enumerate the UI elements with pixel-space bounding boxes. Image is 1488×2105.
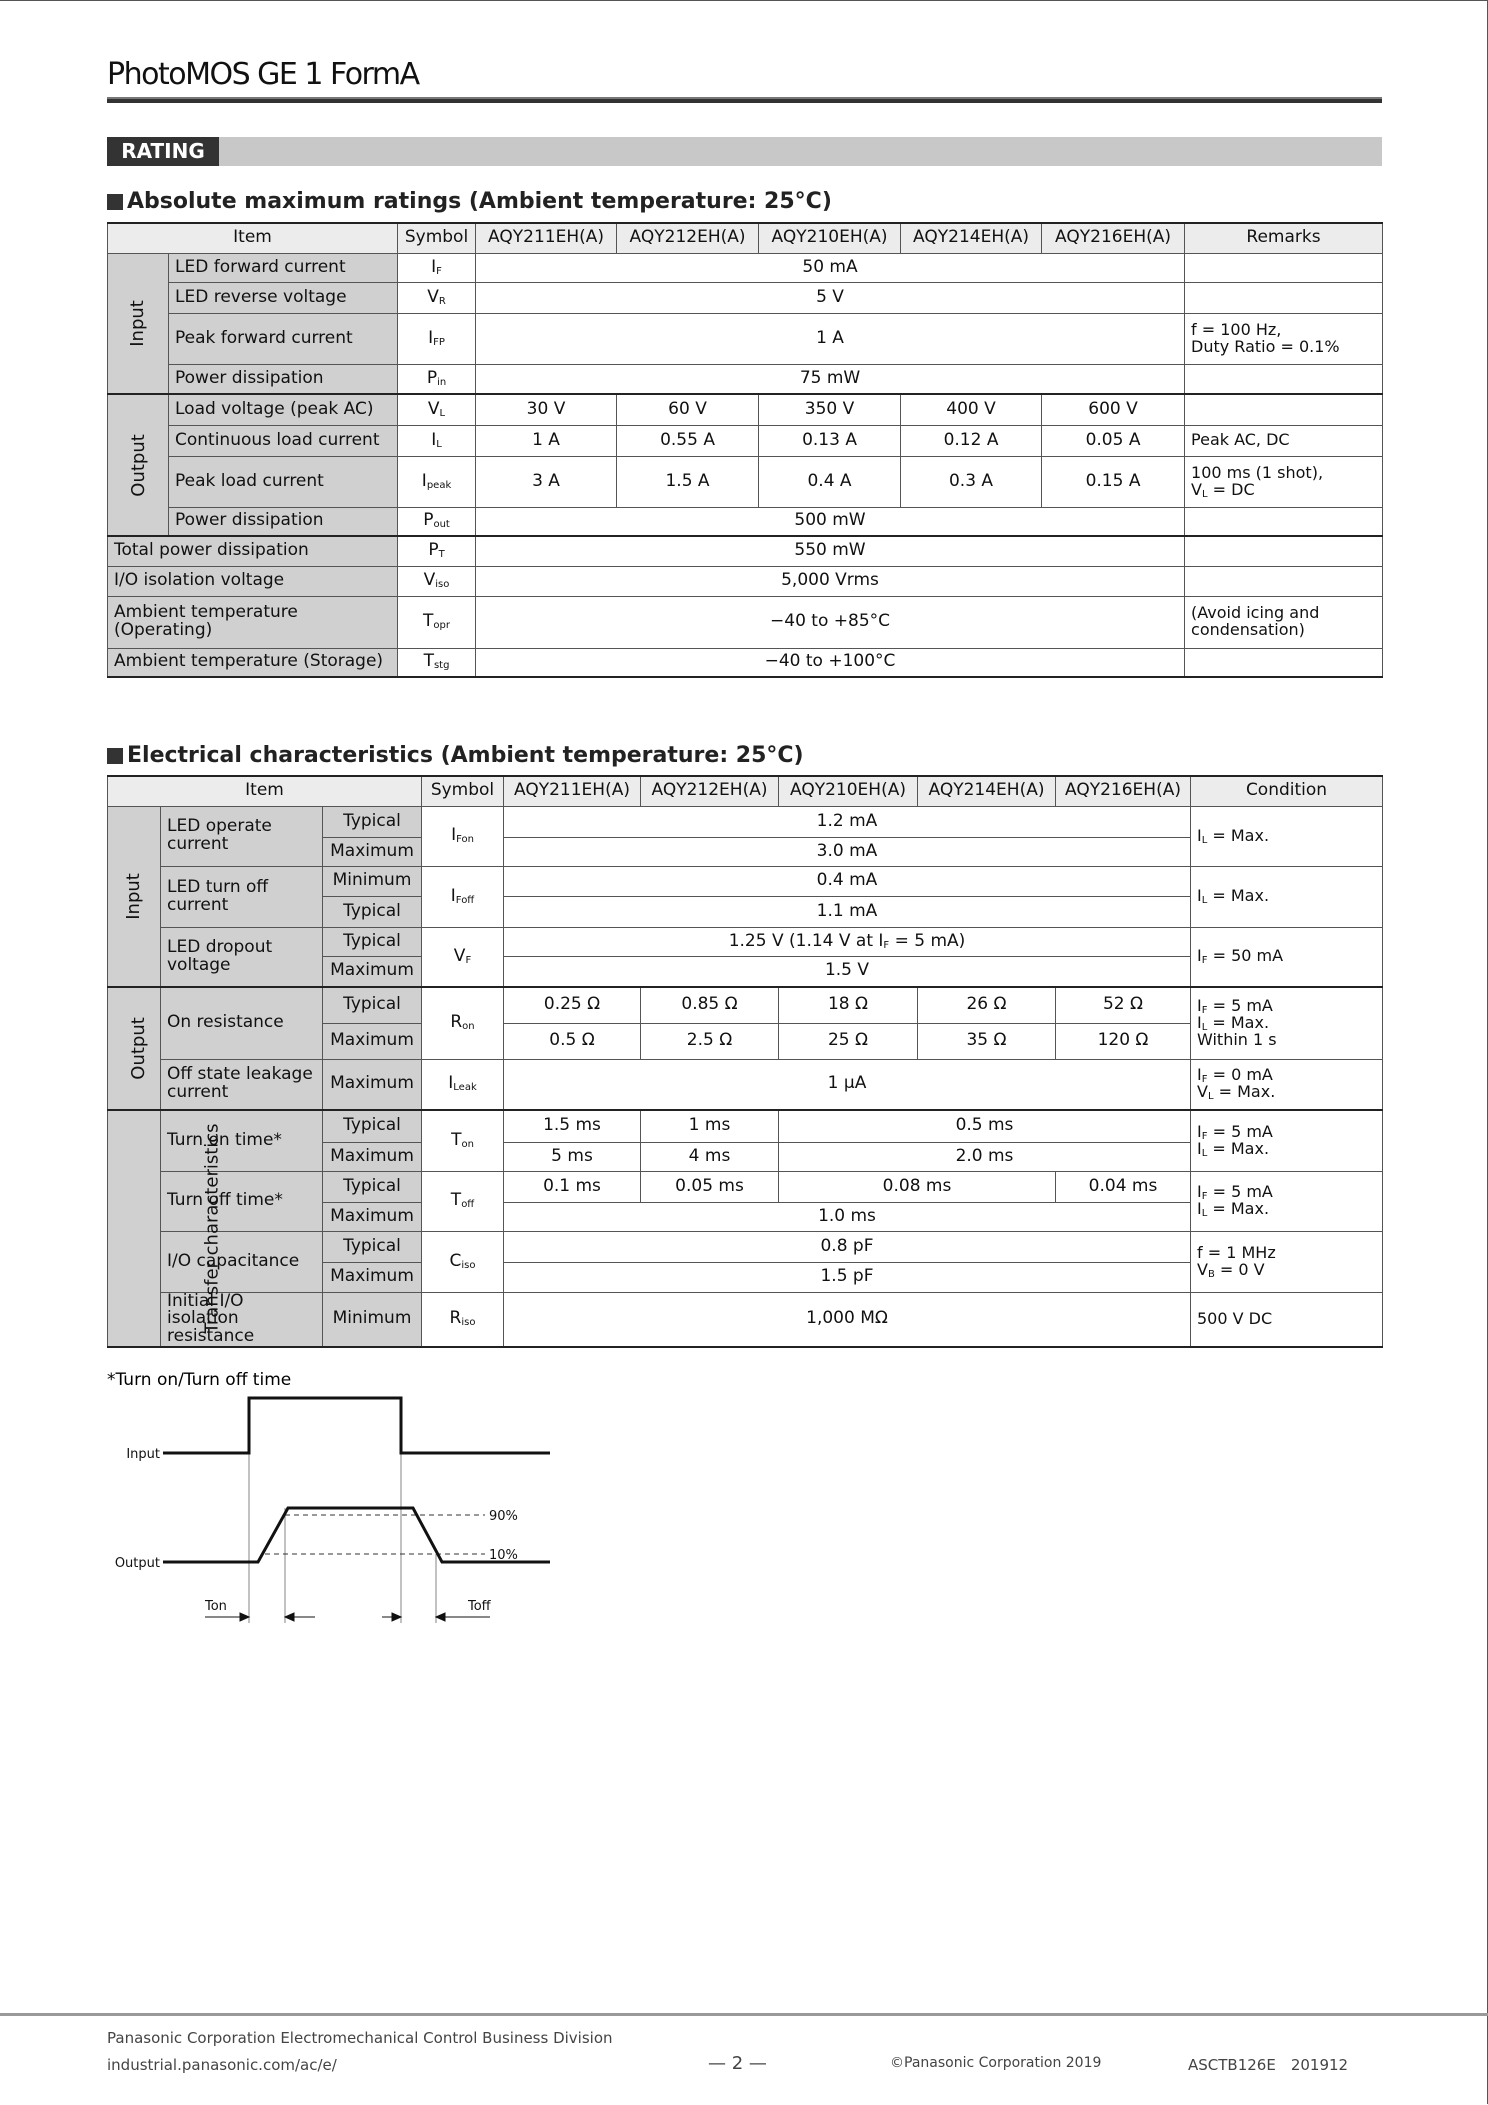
value: 3.0 mA — [504, 837, 1191, 866]
value: 0.04 ms — [1056, 1171, 1191, 1202]
value: 52 Ω — [1056, 987, 1191, 1023]
condition: f = 1 MHz $V_B = 0$ V — [1191, 1231, 1383, 1292]
symbol: $I_{Fon}$ — [422, 806, 504, 866]
value: 1.5 pF — [504, 1262, 1191, 1292]
condition: $I_L$ = Max. — [1191, 806, 1383, 866]
ton-label: Ton — [205, 1599, 227, 1614]
item: Total power dissipation — [108, 536, 398, 566]
item: LED turn off current — [161, 866, 323, 927]
table-row — [108, 253, 1383, 282]
condition: $I_F = 5$ mA $I_L$ = Max. — [1191, 1110, 1383, 1171]
section-band — [107, 137, 1382, 166]
page-title: PhotoMOS GE 1 FormA — [107, 57, 419, 92]
value: 1.5 ms — [504, 1110, 641, 1142]
group-input: Input — [108, 253, 169, 394]
col-header: Remarks — [1185, 223, 1383, 253]
table-row — [108, 313, 1383, 364]
electrical-characteristics-table — [107, 775, 1383, 1348]
condition: $I_F = 5$ mA $I_L$ = Max. — [1191, 1171, 1383, 1231]
heading-text: Absolute maximum ratings (Ambient temperature: 25°C) — [127, 189, 832, 214]
item: Power dissipation — [169, 364, 398, 394]
remark — [1185, 566, 1383, 596]
col-header: AQY214EH(A) — [901, 223, 1042, 253]
item: Turn on time* — [161, 1110, 323, 1171]
symbol: $T_{opr}$ — [398, 596, 476, 648]
level: Typical — [323, 1171, 422, 1202]
item: Ambient temperature (Storage) — [108, 648, 398, 677]
symbol: $I_F$ — [398, 253, 476, 282]
condition: $I_F = 5$ mA $I_L$ = Max. Within 1 s — [1191, 987, 1383, 1059]
value: 30 V — [476, 394, 617, 425]
output-waveform — [163, 1508, 550, 1562]
col-header: AQY211EH(A) — [504, 776, 641, 806]
value: 1 μA — [504, 1059, 1191, 1110]
value: 1.2 mA — [504, 806, 1191, 837]
section-label: RATING — [107, 137, 219, 166]
table-row — [108, 1059, 1383, 1110]
item: Initial I/O isolation resistance — [161, 1292, 323, 1347]
value: 0.55 A — [617, 425, 759, 456]
col-header: AQY210EH(A) — [759, 223, 901, 253]
value: 60 V — [617, 394, 759, 425]
page-number: — 2 — — [708, 2053, 767, 2074]
item: On resistance — [161, 987, 323, 1059]
value: 0.4 A — [759, 456, 901, 507]
table-row — [108, 507, 1383, 536]
remark — [1185, 282, 1383, 313]
output-label: Output — [114, 1556, 160, 1571]
value: 0.1 ms — [504, 1171, 641, 1202]
value: 35 Ω — [918, 1023, 1056, 1059]
level: Minimum — [323, 1292, 422, 1347]
value: 2.5 Ω — [641, 1023, 779, 1059]
value: 0.5 ms — [779, 1110, 1191, 1142]
value: 550 mW — [476, 536, 1185, 566]
diagram-title: *Turn on/Turn off time — [107, 1370, 292, 1390]
table-row — [108, 456, 1383, 507]
remark — [1185, 536, 1383, 566]
condition: $I_F = 0$ mA $V_L$ = Max. — [1191, 1059, 1383, 1110]
timing-guides — [249, 1398, 436, 1623]
value: 1,000 MΩ — [504, 1292, 1191, 1347]
symbol: $P_{in}$ — [398, 364, 476, 394]
level: Typical — [323, 806, 422, 837]
value: 1 ms — [641, 1110, 779, 1142]
item: Ambient temperature (Operating) — [108, 596, 398, 648]
value: 50 mA — [476, 253, 1185, 282]
col-header: Item — [108, 776, 422, 806]
level: Maximum — [323, 1202, 422, 1231]
value: 0.15 A — [1042, 456, 1185, 507]
table-row — [108, 282, 1383, 313]
remark — [1185, 648, 1383, 677]
document-code: ASCTB126E 201912 — [1188, 2056, 1349, 2074]
item: Peak forward current — [169, 313, 398, 364]
value: 0.8 pF — [504, 1231, 1191, 1262]
level: Maximum — [323, 1023, 422, 1059]
value: 1.1 mA — [504, 896, 1191, 927]
heading-text: Electrical characteristics (Ambient temperature: 25°C) — [127, 743, 804, 768]
title-divider — [107, 97, 1382, 103]
value: 26 Ω — [918, 987, 1056, 1023]
level: Maximum — [323, 837, 422, 866]
value: 0.08 ms — [779, 1171, 1056, 1202]
value: 5,000 Vrms — [476, 566, 1185, 596]
value: 400 V — [901, 394, 1042, 425]
symbol: $I_L$ — [398, 425, 476, 456]
symbol: $I_{Leak}$ — [422, 1059, 504, 1110]
col-header: Symbol — [398, 223, 476, 253]
item: LED operate current — [161, 806, 323, 866]
level: Maximum — [323, 1142, 422, 1171]
value: 0.85 Ω — [641, 987, 779, 1023]
value: 5 ms — [504, 1142, 641, 1171]
remark: Peak AC, DC — [1185, 425, 1383, 456]
symbol: $I_{peak}$ — [398, 456, 476, 507]
col-header: Symbol — [422, 776, 504, 806]
value: 500 mW — [476, 507, 1185, 536]
table-header — [108, 776, 1383, 806]
item: Power dissipation — [169, 507, 398, 536]
table-row — [108, 566, 1383, 596]
table-row — [108, 1231, 1383, 1262]
item: I/O capacitance — [161, 1231, 323, 1292]
value: 2.0 ms — [779, 1142, 1191, 1171]
table-row — [108, 866, 1383, 896]
table-row — [108, 536, 1383, 566]
symbol: $P_{out}$ — [398, 507, 476, 536]
col-header: AQY212EH(A) — [617, 223, 759, 253]
time-arrows — [205, 1613, 490, 1621]
footer-url[interactable]: industrial.panasonic.com/ac/e/ — [107, 2056, 337, 2074]
value: 18 Ω — [779, 987, 918, 1023]
value: 1.5 V — [504, 956, 1191, 987]
item: LED forward current — [169, 253, 398, 282]
remark: f = 100 Hz, Duty Ratio = 0.1% — [1185, 313, 1383, 364]
table-row — [108, 648, 1383, 677]
table-row — [108, 1110, 1383, 1142]
value: 0.13 A — [759, 425, 901, 456]
toff-label: Toff — [468, 1599, 491, 1614]
item: Continuous load current — [169, 425, 398, 456]
col-header: AQY216EH(A) — [1056, 776, 1191, 806]
value: 0.25 Ω — [504, 987, 641, 1023]
symbol: $I_{FP}$ — [398, 313, 476, 364]
threshold-lines — [265, 1515, 485, 1554]
symbol: $R_{iso}$ — [422, 1292, 504, 1347]
level: Minimum — [323, 866, 422, 896]
symbol: $I_{Foff}$ — [422, 866, 504, 927]
symbol: $C_{iso}$ — [422, 1231, 504, 1292]
value: 1.0 ms — [504, 1202, 1191, 1231]
remark — [1185, 394, 1383, 425]
value: 25 Ω — [779, 1023, 918, 1059]
condition: $I_F = 50$ mA — [1191, 927, 1383, 987]
table-row — [108, 394, 1383, 425]
value: 0.4 mA — [504, 866, 1191, 896]
col-header: AQY216EH(A) — [1042, 223, 1185, 253]
input-waveform — [163, 1398, 550, 1453]
level: Typical — [323, 1231, 422, 1262]
table-row — [108, 1171, 1383, 1202]
remark: (Avoid icing and condensation) — [1185, 596, 1383, 648]
value: 3 A — [476, 456, 617, 507]
symbol: $V_R$ — [398, 282, 476, 313]
value: 0.05 A — [1042, 425, 1185, 456]
level: Maximum — [323, 1059, 422, 1110]
col-header: AQY211EH(A) — [476, 223, 617, 253]
value: −40 to +100°C — [476, 648, 1185, 677]
symbol: $R_{on}$ — [422, 987, 504, 1059]
symbol: $V_F$ — [422, 927, 504, 987]
value: 1.5 A — [617, 456, 759, 507]
group-output: Output — [108, 987, 161, 1110]
col-header: Item — [108, 223, 398, 253]
table-row — [108, 425, 1383, 456]
value: 0.5 Ω — [504, 1023, 641, 1059]
level: Maximum — [323, 1262, 422, 1292]
table-row — [108, 596, 1383, 648]
symbol: $T_{stg}$ — [398, 648, 476, 677]
remark — [1185, 253, 1383, 282]
table-row — [108, 364, 1383, 394]
symbol: $V_L$ — [398, 394, 476, 425]
value: 5 V — [476, 282, 1185, 313]
electrical-heading — [107, 743, 804, 768]
value: 1 A — [476, 425, 617, 456]
symbol: $T_{on}$ — [422, 1110, 504, 1171]
col-header: Condition — [1191, 776, 1383, 806]
square-bullet-icon — [107, 194, 123, 210]
condition: $I_L$ = Max. — [1191, 866, 1383, 927]
item: LED dropout voltage — [161, 927, 323, 987]
value: 0.3 A — [901, 456, 1042, 507]
group-transfer: Transfer characteristics — [108, 1110, 161, 1347]
p10-label: 10% — [489, 1548, 518, 1563]
footer-divider — [0, 2013, 1488, 2016]
level: Maximum — [323, 956, 422, 987]
value: 600 V — [1042, 394, 1185, 425]
symbol: $V_{iso}$ — [398, 566, 476, 596]
item: LED reverse voltage — [169, 282, 398, 313]
level: Typical — [323, 896, 422, 927]
abs-max-heading — [107, 189, 832, 214]
value: 1 A — [476, 313, 1185, 364]
item: I/O isolation voltage — [108, 566, 398, 596]
table-row — [108, 987, 1383, 1023]
table-row — [108, 927, 1383, 956]
table-row — [108, 806, 1383, 837]
footer-company: Panasonic Corporation Electromechanical Control Business Division — [107, 2029, 613, 2047]
table-row — [108, 1292, 1383, 1347]
absolute-max-ratings-table — [107, 222, 1383, 678]
remark: 100 ms (1 shot), $V_L$ = DC — [1185, 456, 1383, 507]
item: Peak load current — [169, 456, 398, 507]
value: 4 ms — [641, 1142, 779, 1171]
copyright: ©Panasonic Corporation 2019 — [890, 2055, 1102, 2071]
square-bullet-icon — [107, 748, 123, 764]
input-label: Input — [126, 1447, 160, 1462]
item: Turn off time* — [161, 1171, 323, 1231]
p90-label: 90% — [489, 1509, 518, 1524]
symbol: $T_{off}$ — [422, 1171, 504, 1231]
symbol: $P_T$ — [398, 536, 476, 566]
item: Off state leakage current — [161, 1059, 323, 1110]
item: Load voltage (peak AC) — [169, 394, 398, 425]
remark — [1185, 364, 1383, 394]
condition: 500 V DC — [1191, 1292, 1383, 1347]
remark — [1185, 507, 1383, 536]
col-header: AQY212EH(A) — [641, 776, 779, 806]
group-input: Input — [108, 806, 161, 987]
value: 0.12 A — [901, 425, 1042, 456]
col-header: AQY214EH(A) — [918, 776, 1056, 806]
group-output: Output — [108, 394, 169, 536]
value: 1.25 V (1.14 V at $I_F = 5$ mA) — [504, 927, 1191, 956]
value: 75 mW — [476, 364, 1185, 394]
col-header: AQY210EH(A) — [779, 776, 918, 806]
value: 0.05 ms — [641, 1171, 779, 1202]
level: Typical — [323, 927, 422, 956]
table-header — [108, 223, 1383, 253]
value: −40 to +85°C — [476, 596, 1185, 648]
value: 350 V — [759, 394, 901, 425]
level: Typical — [323, 1110, 422, 1142]
value: 120 Ω — [1056, 1023, 1191, 1059]
level: Typical — [323, 987, 422, 1023]
